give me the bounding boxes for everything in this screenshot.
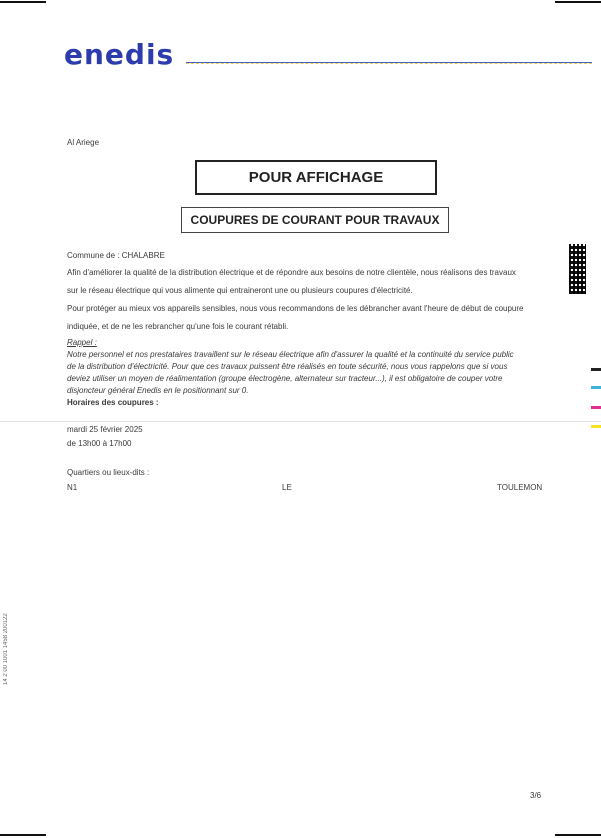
title-box: POUR AFFICHAGE [195, 160, 437, 195]
magenta-registration-mark [591, 406, 601, 409]
horaires-label: Horaires des coupures : [67, 398, 159, 407]
fold-line [0, 421, 601, 422]
vertical-reference: 14 2 00 1001 1458 200122 [3, 613, 9, 685]
quartiers-label: Quartiers ou lieux-dits : [67, 468, 150, 477]
page-number: 3/6 [530, 791, 542, 800]
addressee: Al Ariege [67, 138, 100, 147]
paragraph-2-line-2: indiquée, et de ne les rebrancher qu'une fois le courant rétabli. [67, 322, 289, 331]
enedis-logo: enedis [64, 38, 175, 71]
crop-mark-bottom-right [555, 834, 601, 836]
paragraph-2 [67, 303, 547, 333]
commune: Commune de : CHALABRE [67, 251, 165, 260]
quartier-item-1: N1 [67, 483, 78, 492]
paragraph-1-line-1: Afin d'améliorer la qualité de la distribution électrique et de répondre aux besoins de notre clientèle, nous réalisons des travaux [67, 268, 516, 277]
schedule-date: mardi 25 février 2025 [67, 425, 143, 434]
paragraph-2-line-1: Pour protéger au mieux vos appareils sensibles, nous vous recommandons de les débrancher avant l'heure de début de coupure [67, 304, 524, 313]
paragraph-1 [67, 267, 547, 297]
rappel-line-2: de la distribution d'électricité. Pour que ces travaux puissent être réalisés en toute sécurité, nous vous rappelons que si vous [67, 362, 508, 371]
subtitle-box: COUPURES DE COURANT POUR TRAVAUX [181, 207, 449, 233]
rappel-line-1: Notre personnel et nos prestataires travaillent sur le réseau électrique afin d'assurer la qualité et la continuité du service public [67, 350, 514, 359]
crop-mark-top-left [0, 1, 46, 3]
rappel-line-3: deviez utiliser un moyen de réalimentation (groupe électrogène, alternateur sur tracteur...), il est obligatoire de couper votre [67, 374, 503, 383]
cyan-registration-mark [591, 386, 601, 389]
rappel-block [67, 337, 514, 397]
rappel-label: Rappel : [67, 338, 97, 347]
quartier-item-2: LE [282, 483, 292, 492]
quartier-item-3: TOULEMON [497, 483, 543, 492]
rappel-line-4: disjoncteur général Enedis en le positionnant sur 0. [67, 386, 249, 395]
crop-mark-top-right [555, 1, 601, 3]
schedule-time: de 13h00 à 17h00 [67, 439, 132, 448]
yellow-registration-mark [591, 425, 601, 428]
qr-code-icon [569, 244, 586, 294]
crop-mark-bottom-left [0, 834, 46, 836]
paragraph-1-line-2: sur le réseau électrique qui vous alimente qui entraineront une ou plusieurs coupures d'électricité. [67, 286, 413, 295]
header-rule-dash [186, 63, 592, 64]
black-registration-mark [591, 368, 601, 371]
